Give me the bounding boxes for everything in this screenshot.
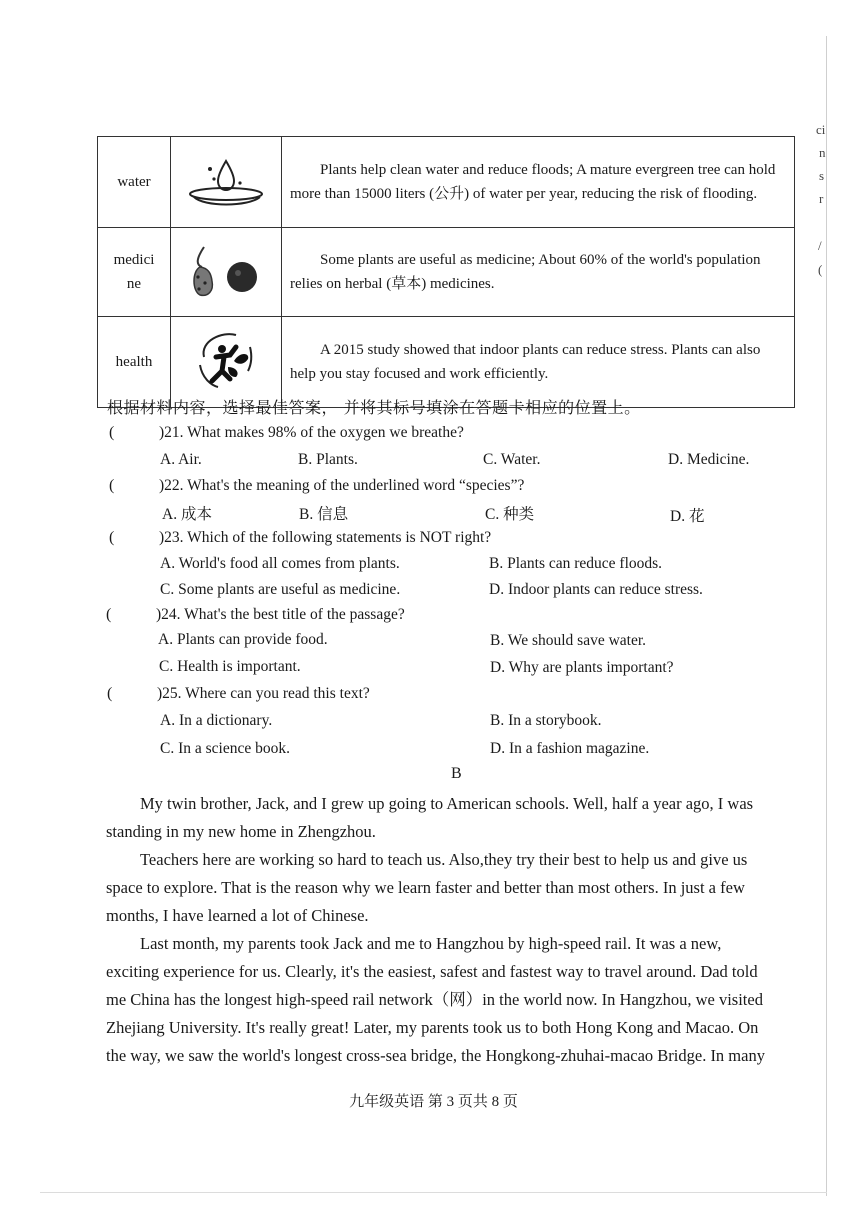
option: D. In a fashion magazine. [490, 740, 650, 757]
passage-line: My twin brother, Jack, and I grew up going to American schools. Well, half a year ago, I was [140, 794, 754, 813]
margin-fragment: s [819, 168, 825, 183]
option: B. Plants. [298, 451, 358, 468]
margin-fragment: n [819, 145, 826, 160]
passage-line: the way, we saw the world's longest cross-sea bridge, the Hongkong-zhuhai-macao Bridge. In many [106, 1046, 765, 1065]
option: C. In a science book. [160, 740, 290, 757]
row-label-line: ne [126, 276, 142, 292]
row-description: Some plants are useful as medicine; About 60% of the world's population relies on herbal (草本) medicines. [282, 228, 795, 317]
option: A. Air. [160, 451, 202, 468]
answer-paren: ( [107, 685, 113, 702]
table-row [98, 317, 795, 408]
row-description: Plants help clean water and reduce floods; A mature evergreen tree can hold more than 15000 liters (公升) of water per year, reducing the risk of flooding. [282, 137, 795, 228]
passage-line: space to explore. That is the reason why we learn faster and better than most others. In just a few [106, 878, 745, 897]
passage-line: Zhejiang University. It's really great! Later, my parents took us to both Hong Kong and Macao. On [106, 1018, 759, 1037]
option: C. Water. [483, 451, 541, 468]
answer-paren: ( [109, 529, 115, 546]
question-stem: )21. What makes 98% of the oxygen we breathe? [159, 424, 464, 441]
question-stem: )22. What's the meaning of the underlined word “species”? [159, 477, 525, 494]
option: D. Medicine. [668, 451, 750, 468]
answer-paren: ( [106, 606, 112, 623]
section-heading: B [451, 765, 462, 782]
passage-paragraph [106, 846, 811, 930]
answer-paren: ( [109, 424, 115, 441]
option: B. In a storybook. [490, 712, 602, 729]
scan-bottom-line [40, 1192, 827, 1193]
passage-paragraph [106, 930, 811, 1070]
option: D. 花 [670, 508, 705, 525]
passage-line: standing in my new home in Zhengzhou. [106, 822, 376, 841]
option: D. Why are plants important? [490, 659, 674, 676]
option: C. Some plants are useful as medicine. [160, 581, 401, 598]
margin-fragment: / [818, 238, 822, 253]
passage-line: Last month, my parents took Jack and me to Hangzhou by high-speed rail. It was a new, [140, 934, 722, 953]
row-label-line: medici [113, 252, 155, 268]
passage-line: months, I have learned a lot of Chinese. [106, 906, 369, 925]
margin-fragment: ( [818, 262, 823, 277]
water-drop-icon [171, 137, 282, 228]
option: D. Indoor plants can reduce stress. [489, 581, 703, 598]
option: B. We should save water. [490, 632, 647, 649]
question-stem: )24. What's the best title of the passage? [156, 606, 405, 623]
scan-edge-line [826, 36, 827, 1196]
instruction-text: 根据材料内容，选择最佳答案， 并将其标号填涂在答题卡相应的位置上。 [107, 398, 641, 417]
option: B. 信息 [299, 506, 349, 523]
passage-paragraph [106, 790, 811, 846]
question-stem: )25. Where can you read this text? [157, 685, 370, 702]
option: A. In a dictionary. [160, 712, 273, 729]
row-label: water [98, 137, 171, 228]
table-row [98, 137, 795, 228]
health-figure-icon [171, 317, 282, 408]
page-footer: 九年级英语 第 3 页共 8 页 [349, 1094, 518, 1110]
option: C. Health is important. [159, 658, 301, 675]
row-description: A 2015 study showed that indoor plants can reduce stress. Plants can also help you stay focused and work efficiently. [282, 317, 795, 408]
table-row [98, 228, 795, 317]
row-label [98, 228, 171, 317]
passage-line: exciting experience for us. Clearly, it's the easiest, safest and fastest way to travel around. Dad told [106, 962, 758, 981]
passage-line: Teachers here are working so hard to teach us. Also,they try their best to help us and give us [140, 850, 748, 869]
answer-paren: ( [109, 477, 115, 494]
row-label: health [98, 317, 171, 408]
option: A. 成本 [162, 506, 212, 523]
option: C. 种类 [485, 506, 535, 523]
option: B. Plants can reduce floods. [489, 555, 663, 572]
margin-fragment: r [819, 191, 824, 206]
option: A. Plants can provide food. [158, 631, 328, 648]
passage-line: me China has the longest high-speed rail network（网）in the world now. In Hangzhou, we visited [106, 990, 763, 1009]
question-stem: )23. Which of the following statements is NOT right? [159, 529, 492, 546]
margin-fragment: ci [816, 122, 826, 137]
plant-benefits-table [97, 136, 795, 408]
option: A. World's food all comes from plants. [160, 555, 400, 572]
herbal-medicine-icon [171, 228, 282, 317]
